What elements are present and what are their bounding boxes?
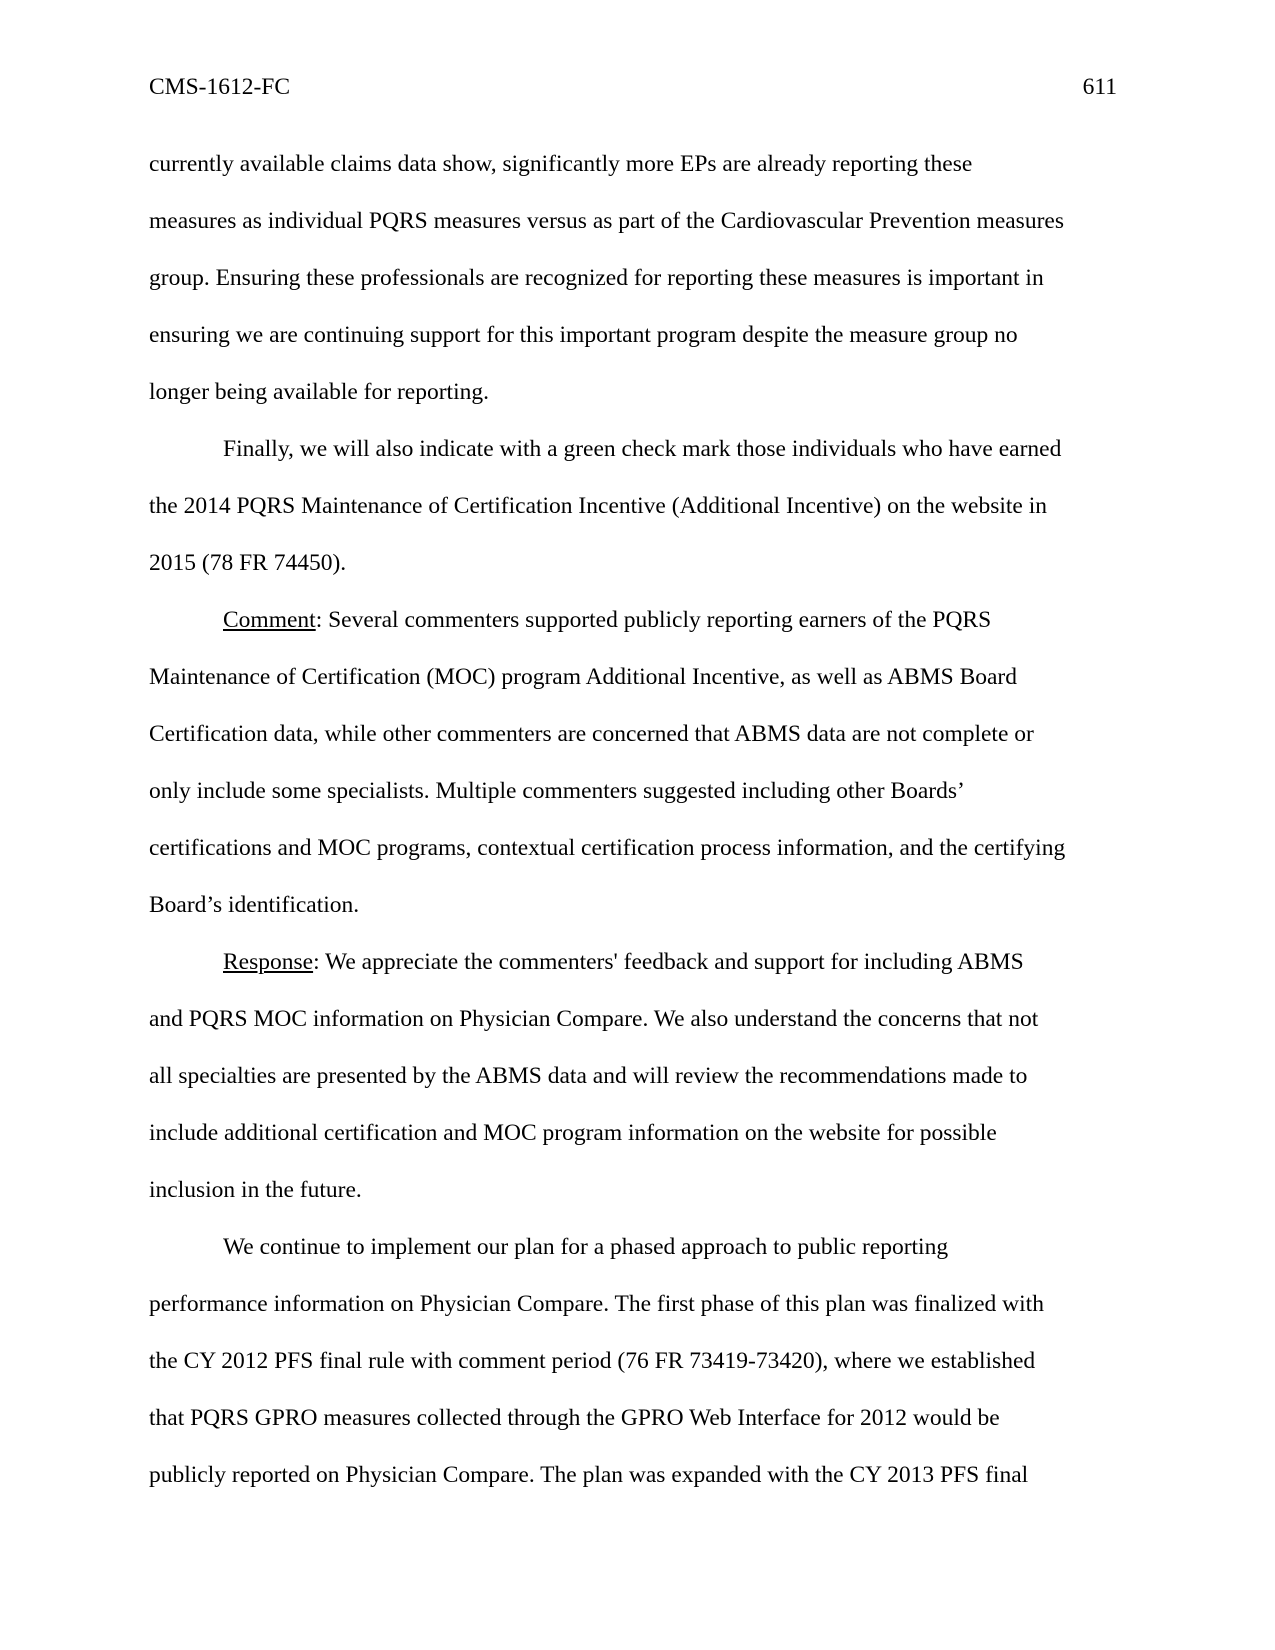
text-line: Maintenance of Certification (MOC) program Additional Incentive, as well as ABMS Board <box>149 664 1017 690</box>
text-line: the 2014 PQRS Maintenance of Certification Incentive (Additional Incentive) on the website in <box>149 493 1047 519</box>
text-line: all specialties are presented by the ABMS data and will review the recommendations made to <box>149 1063 1028 1089</box>
paragraph-green-check-mark <box>149 421 1117 592</box>
document-body <box>149 136 1117 1504</box>
text-line: publicly reported on Physician Compare. The plan was expanded with the CY 2013 PFS final <box>149 1462 1029 1488</box>
text-line: include additional certification and MOC program information on the website for possible <box>149 1120 997 1146</box>
page-header <box>149 72 1117 102</box>
text-line: currently available claims data show, significantly more EPs are already reporting these <box>149 151 973 177</box>
response-label: Response <box>223 949 314 975</box>
text-line: longer being available for reporting. <box>149 379 489 405</box>
document-id: CMS-1612-FC <box>149 74 291 100</box>
comment-label: Comment <box>223 607 316 633</box>
text-line: performance information on Physician Compare. The first phase of this plan was finalized with <box>149 1291 1044 1317</box>
paragraph-response <box>149 934 1117 1219</box>
text-line: Certification data, while other commenters are concerned that ABMS data are not complete or <box>149 721 1034 747</box>
text-line: only include some specialists. Multiple commenters suggested including other Boards’ <box>149 778 965 804</box>
text-line: Board’s identification. <box>149 892 360 918</box>
text-line: the CY 2012 PFS final rule with comment period (76 FR 73419-73420), where we established <box>149 1348 1036 1374</box>
paragraph-claims-data <box>149 136 1117 421</box>
text-run: : We appreciate the commenters' feedback and support for including ABMS <box>313 949 1024 975</box>
text-line: inclusion in the future. <box>149 1177 362 1203</box>
text-line: group. Ensuring these professionals are recognized for reporting these measures is important in <box>149 265 1044 291</box>
paragraph-comment <box>149 592 1117 934</box>
text-line: and PQRS MOC information on Physician Compare. We also understand the concerns that not <box>149 1006 1039 1032</box>
text-run: : Several commenters supported publicly reporting earners of the PQRS <box>315 607 992 633</box>
paragraph-phased-approach <box>149 1219 1117 1504</box>
text-line: ensuring we are continuing support for this important program despite the measure group no <box>149 322 1018 348</box>
text-line: that PQRS GPRO measures collected through the GPRO Web Interface for 2012 would be <box>149 1405 1000 1431</box>
text-line <box>149 934 1117 991</box>
text-line: certifications and MOC programs, contextual certification process information, and the certifying <box>149 835 1066 861</box>
text-line <box>149 592 1117 649</box>
text-line: We continue to implement our plan for a phased approach to public reporting <box>223 1234 949 1260</box>
text-line: measures as individual PQRS measures versus as part of the Cardiovascular Prevention measures <box>149 208 1064 234</box>
text-line: Finally, we will also indicate with a green check mark those individuals who have earned <box>223 436 1062 462</box>
page-number: 611 <box>1082 74 1117 100</box>
text-line: 2015 (78 FR 74450). <box>149 550 347 576</box>
